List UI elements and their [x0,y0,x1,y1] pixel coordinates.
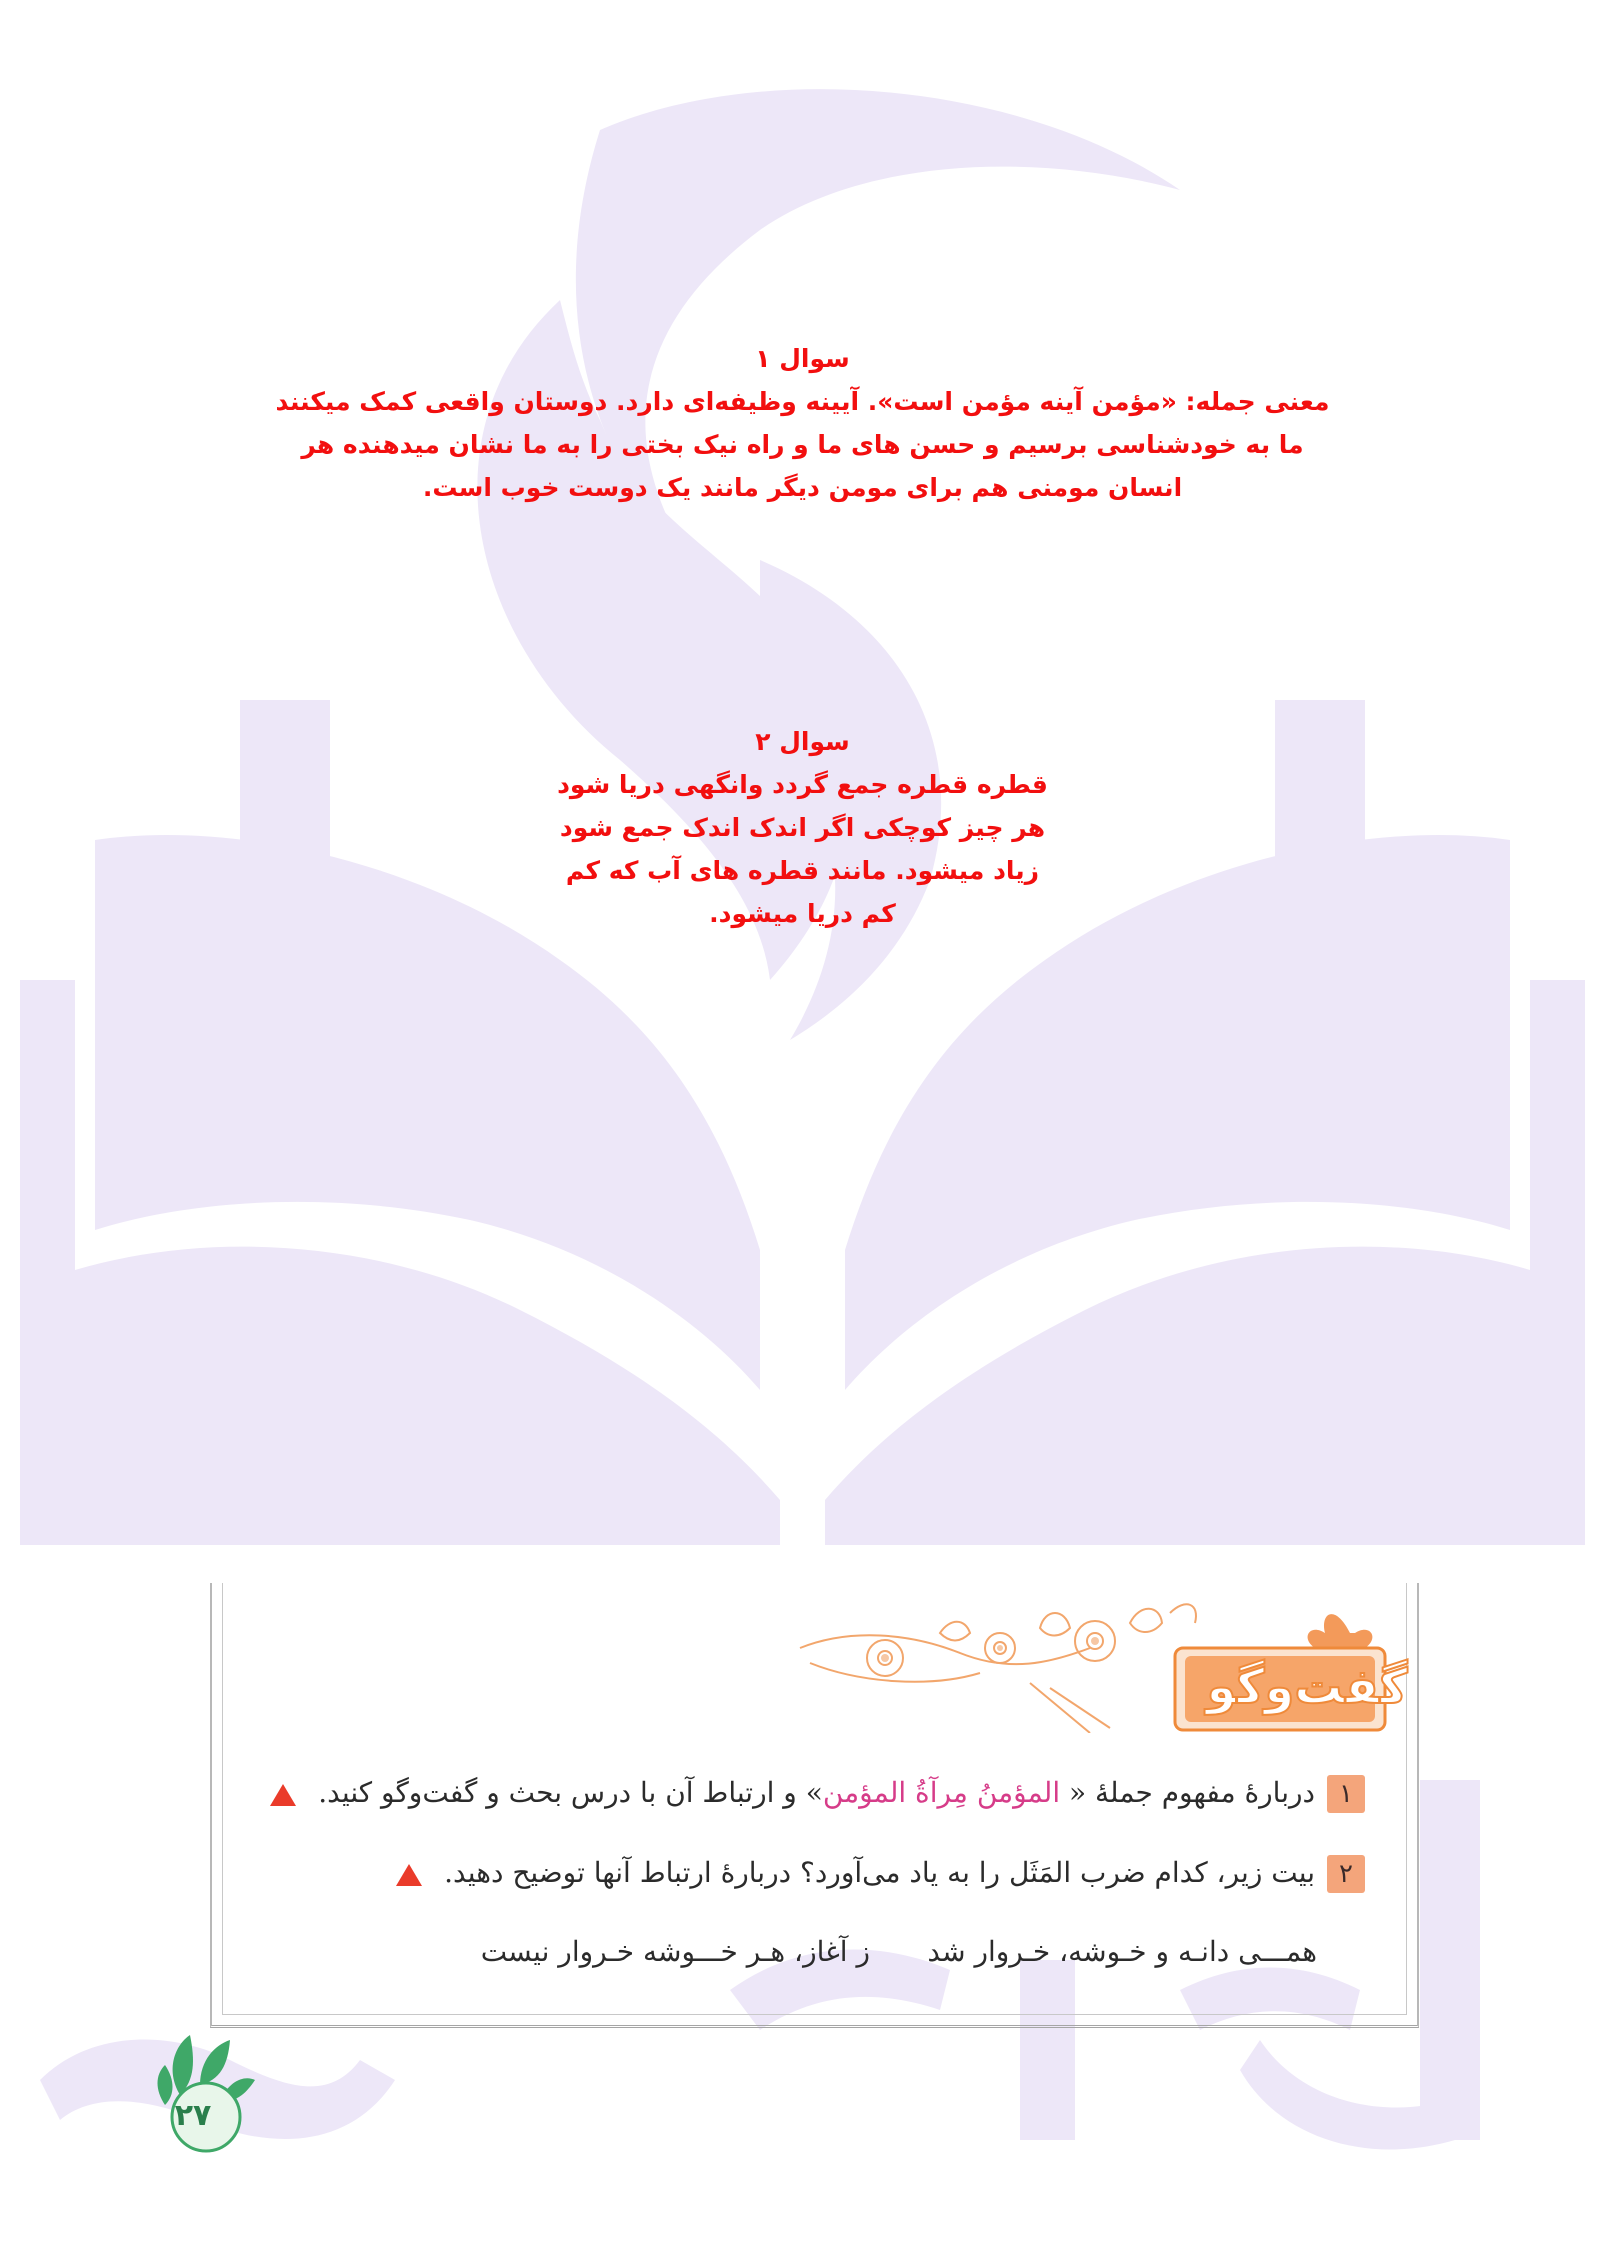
section-title: گفت‌وگو [1206,1659,1408,1715]
question-1-quote: المؤمنُ مِرآةُ المؤمن [822,1776,1070,1809]
answer-2-line-4: کم دریا میشود. [709,899,896,928]
question-1-text-before: دربارهٔ مفهوم جملهٔ « [1069,1776,1315,1809]
verse-second-hemistich: ز آغاز، هـر خـــوشه خـروار نیست [480,1935,870,1968]
answer-2-line-1: قطره قطره جمع گردد وانگهی دریا شود [557,770,1048,799]
verse-first-hemistich: همـــی دانـه و خـوشه، خـروار شد [927,1935,1317,1968]
question-number-badge: ۲ [1327,1855,1365,1893]
discussion-question-2 [396,1855,1365,1893]
answer-1-line-2: ما به خودشناسی برسیم و حسن های ما و راه نیک بختی را به ما نشان میدهنده هر [301,430,1304,459]
frame-inner-left [222,1583,223,2015]
discussion-question-1 [270,1775,1365,1813]
warning-triangle-icon [270,1784,296,1806]
frame-inner-bottom [222,2014,1407,2015]
page-number: ۲۷ [174,2098,212,2133]
question-number-badge: ۱ [1327,1775,1365,1813]
warning-triangle-icon [396,1864,422,1886]
answer-2-line-3: زیاد میشود. مانند قطره های آب که کم [565,856,1040,885]
answer-2-block [0,720,1605,935]
answer-1-title: سوال ۱ [755,344,850,373]
answer-2-title: سوال ۲ [755,727,850,756]
answer-1-line-3: انسان مومنی هم برای مومن دیگر مانند یک دوست خوب است. [422,473,1183,502]
answer-2-line-2: هر چیز کوچکی اگر اندک اندک جمع شود [559,813,1046,842]
answer-1-block [0,337,1605,509]
question-2-text: بیت زیر، کدام ضرب المَثَل را به یاد می‌آورد؟ دربارهٔ ارتباط آنها توضیح دهید. [444,1856,1315,1889]
answer-1-line-1: معنی جمله: «مؤمن آینه مؤمن است». آیینه وظیفه‌ای دارد. دوستان واقعی کمک میکنند [275,387,1330,416]
question-1-text-after: » و ارتباط آن با درس بحث و گفت‌وگو کنید. [318,1776,823,1809]
